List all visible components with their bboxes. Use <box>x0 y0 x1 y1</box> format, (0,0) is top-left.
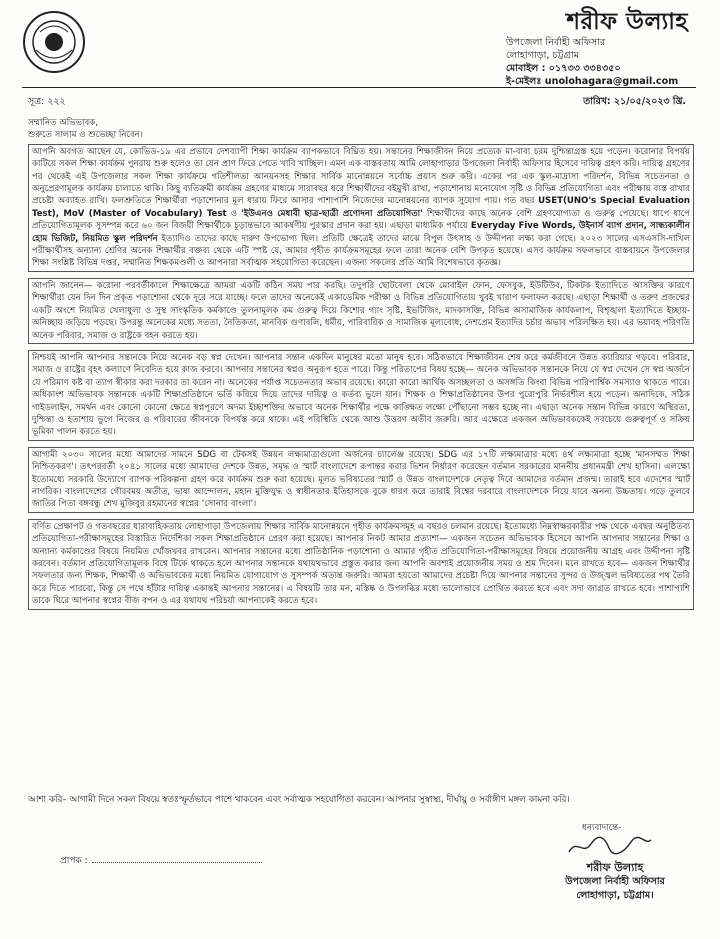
paragraph-1-text-a: আপনি অবগত আছেন যে, কোভিড-১৯ এর প্রভাবে দেশব্যাপী শিক্ষা কার্যক্রম ব্যাপকভাবে বিঘ্নিত হয়। সন্তানের শিক্ষাজীবন নিয়ে প্রত্যেক মা-বাবা চরম দুশ্চিন্তাগ্রস্ত হয়ে পড়েন। করোনার বিপর্যয় কাটিয়ে সকল শিক্ষা কার্যক্রম পুনরায় শুরু হলেও তা যেন প্রাণ ফিরে পেতে খাবি খাচ্ছিল। এমন এক বাস্তবতায় আমি লোহাগাড়ার উপজেলা নির্বাহী অফিসার হিসেবে দায়িত্ব গ্রহণ করি। দায়িত্ব গ্রহণের পর থেকেই এই উপজেলার সকল শিক্ষা কার্যক্রমে গতিশীলতা আনয়নসহ শিক্ষার সার্বিক মানোন্নয়নে সর্বোচ্চ প্রয়াস শুরু করি। একের পর এক স্কুল-মাদ্রাসা পরিদর্শন, বিভিন্ন সচেতনতা ও অনুপ্রেরণামূলক কার্যক্রম চালাতে থাকি। কিছু ব্যতিক্রমী কার্যক্রম গ্রহণের মাধ্যমে সারাবছর ধরে শিক্ষার্থীদের বইমুখী রাখা, পড়াশোনায় মনোযোগ সৃষ্টি ও বিভিন্ন প্রতিযোগিতা এবং পরীক্ষায় ব্যস্ত রাখার প্রচেষ্টা অব্যাহত রাখি। ফলশ্রুতিতে শিক্ষার্থীরা পড়াশোনার মূল ধারায় ফিরে আসার পাশাপাশি নিজেদের মানোন্নয়নের ব্যাপক সুযোগ পায়। গত বছর <box>32 146 690 207</box>
officer-name: শরীফ উল্যাহ <box>566 8 688 35</box>
paragraph-1-text-c: শিক্ষার্থীদের কাছে অনেক বেশি গ্রহণযোগ্যতা ও গুরুত্ব পেয়েছে। ধাপে ধাপে প্রতিযোগিতামূলক সুসম্পন্ন করে ৬০ জন বিজয়ী শিক্ষার্থীকে চূড়ান্তভাবে আকর্ষণীয় পুরস্কার প্রদান করা হয়। এছাড়া মাধ্যমিক পর্যায়ে <box>32 208 691 232</box>
header-divider <box>22 87 696 88</box>
officer-place: লোহাগাড়া, চট্টগ্রাম <box>506 50 579 61</box>
recipient-blank <box>92 853 262 863</box>
paragraph-1-highlight-3: Everyday Five Words, উইনার্স ব্যাগ প্রদান, সান্ধ্যকালীন হোম ভিজিট, নিয়মিত স্কুল পরিদর্শন <box>32 221 690 244</box>
closing-line: আশা করি– আগামী দিনে সকল বিষয়ে স্বতঃস্ফূর্তভাবে পাশে থাকবেন এবং সর্বাত্মক সহযোগিতা করবেন। আপনার সুস্বাস্থ্য, দীর্ঘায়ু ও সর্বাঙ্গীণ মঙ্গল কামনা করি। <box>28 795 570 805</box>
signer-name: শরীফ উল্যাহ <box>586 861 644 874</box>
officer-phone: মোবাইল : ০১৭৩৩ ৩৩৪৩৫০ <box>506 63 621 74</box>
letter-body <box>28 117 694 616</box>
paragraph-1-text-d: ইত্যাদিও তাদের কাছে দারুণ উপভোগ্য ছিল। প্রতিটি ক্ষেত্রেই তাদের মাঝে বিপুল উৎসাহ ও উদ্দীপনা লক্ষ্য করা গেছে। ২০২৩ সালের এসএসসি-দাখিল পরীক্ষার্থীসহ অন্যান্য শ্রেণির অনেক শিক্ষার্থীর বক্তব্য থেকে এটি স্পষ্ট যে, আমার গৃহীত কার্যক্রমসমূহের ফলে তারা অনেক বেশি উপকৃত হয়েছে। এসব কার্যক্রম সফলভাবে বাস্তবায়নে উপজেলার শিক্ষা সংশ্লিষ্ট বিভিন্ন দপ্তর, সম্মানিত শিক্ষকমণ্ডলী ও আপনারা সর্বাত্মক সহযোগিতা করেছেন। এজন্য সকলের প্রতি আমি বিশেষভাবে কৃতজ্ঞ। <box>32 233 690 269</box>
letterhead <box>478 8 688 88</box>
paragraph-1-highlight-2: 'ইউএনও মেধাবী ছাত্র-ছাত্রী প্রণোদনা প্রতিযোগিতা' <box>241 208 423 219</box>
paragraph-1-text-b: ও <box>226 208 242 219</box>
signature-icon <box>565 834 655 858</box>
paragraph-1-highlight-1: USET(UNO's Special Evaluation Test), MoV (Master of Vocabulary) Test <box>32 196 691 219</box>
signature-block <box>540 861 690 903</box>
officer-title: উপজেলা নির্বাহী অফিসার <box>506 37 606 48</box>
paragraph-1 <box>28 144 694 272</box>
signer-place: লোহাগাড়া, চট্টগ্রাম। <box>576 890 654 901</box>
paragraph-4: আগামী ২০৩০ সালের মধ্যে আমাদের সামনে SDG বা টেকসই উন্নয়ন লক্ষ্যমাত্রাগুলো অর্জনের চ্যালেঞ্জ রয়েছে। SDG এর ১৭টি লক্ষ্যমাত্রার মধ্যে ৪র্থ লক্ষ্যমাত্রা হচ্ছে 'মানসম্মত শিক্ষা নিশ্চিতকরণ'। তৎপরবর্তী ২০৪১ সালের মধ্যে আমাদের দেশকে উন্নত, সমৃদ্ধ ও স্মার্ট বাংলাদেশে রূপান্তর করার ভিশন নির্ধারণ করেছেন বর্তমান সরকারের মাননীয় প্রধানমন্ত্রী শেখ হাসিনা। এলক্ষ্যে ইতোমধ্যে সরকারি উদ্যোগে ব্যাপক পরিকল্পনা গ্রহণ করে কার্যক্রম শুরু করা হয়েছে। মূলত ভবিষ্যতের স্মার্ট ও উন্নত বাংলাদেশকে নেতৃত্ব দিবে আমাদের বর্তমান প্রজন্ম। তারাই হবে এদেশের স্মার্ট নাগরিক। বাংলাদেশের গৌরবময় অতীত, ভাষা আন্দোলন, মহান মুক্তিযুদ্ধ ও স্বাধীনতার ইতিহাসকে বুকে ধারণ করে তারাই বিশ্বের দরবারে বাংলাদেশকে নিয়ে যাবে অনন্য উচ্চতায়। গড়ে তুলবে জাতির পিতা বঙ্গবন্ধু শেখ মুজিবুর রহমানের স্বপ্নের 'সোনার বাংলা'। <box>28 447 694 513</box>
letter-date: তারিখ: ২১/০৫/২০২৩ খ্রি. <box>583 96 686 107</box>
signer-title: উপজেলা নির্বাহী অফিসার <box>565 876 665 887</box>
paragraph-3: নিশ্চয়ই আপনি আপনার সন্তানকে নিয়ে অনেক বড় স্বপ্ন দেখেন। আপনার সন্তান একদিন মানুষের মতো মানুষ হবে। সঠিকভাবে শিক্ষাজীবন শেষ করে কর্মজীবনে উন্নত ক্যারিয়ার গড়বে। পরিবার, সমাজ ও রাষ্ট্রের বৃহৎ কল্যাণে নিবেদিত হয়ে কাজ করবে। আপনার সন্তানের স্বপ্নও অনুরূপ হতে পারে। কিন্তু পরিতাপের বিষয় হচ্ছে— অনেক অভিভাবক সন্তানকে নিয়ে যে স্বপ্ন দেখেন সে স্বপ্ন অর্জনে যে পরিমাণ কষ্ট বা ত্যাগ স্বীকার করা দরকার তা করেন না। অনেকের পর্যাপ্ত সচেতনতার অভাব রয়েছে। কারো কারো আর্থিক অসচ্ছলতা ও অসঙ্গতি কিংবা বিভিন্ন পারিপার্শ্বিক সমস্যাও থাকতে পারে। অধিকাংশ অভিভাবক সন্তানকে একটি শিক্ষাপ্রতিষ্ঠানে ভর্তি করিয়ে দিয়ে তাদের দায়িত্ব ও কর্তব্য ভুলে যান। শিক্ষক ও শিক্ষাপ্রতিষ্ঠানের উপর পুরোপুরি নির্ভরশীল হয়ে পড়েন। অনাদিকে, সঠিক গাইডলাইন, সমর্থন এবং কোনো কোনো ক্ষেত্রে স্বপ্নপূরণে অদম্য ইচ্ছাশক্তির অভাবে অনেক শিক্ষার্থীর পক্ষে কাঙ্ক্ষিত লক্ষ্যে পৌঁছানো সম্ভব হচ্ছে না। এছাড়া অনেক সন্তান বিভিন্ন কারণে অস্থিরতা, দুশ্চিন্তা ও হতাশায় ভুগে নিজের ও পরিবারের জীবনকে বিপর্যস্ত করে থাকে। এই পরিস্থিতি থেকে আশু উত্তরণ অতীব জরুরি। আর এক্ষেত্রে একজন অভিভাবককেই সবচেয়ে গুরুত্বপূর্ণ ও সক্রিয় ভূমিকা পালন করতে হয়। <box>28 350 694 441</box>
salutation: সম্মানিত অভিভাবক, <box>28 118 99 128</box>
thanks-line: ধন্যবাদান্তে- <box>582 823 622 833</box>
government-seal-icon <box>22 10 86 74</box>
memo-reference: সূত্র: ২২২ <box>28 96 66 107</box>
paragraph-5: বর্ণিত প্রেক্ষাপট ও গতবছরের ধারাবাহিকতায় লোহাগাড়া উপজেলায় শিক্ষার সার্বিক মানোন্নয়নে গৃহীত কার্যক্রমসমূহ এ বছরও চলমান রয়েছে। ইতোমধ্যে নিম্নস্বাক্ষরকারীর পক্ষ থেকে এবছর অনুষ্ঠিতব্য প্রতিযোগিতা-পরীক্ষাসমূহের বিস্তারিত নির্দেশিকা সকল শিক্ষাপ্রতিষ্ঠানে প্রেরণ করা হয়েছে। আপনার নিকট আমার প্রত্যাশা— একজন সচেতন অভিভাবক হিসেবে আপনি আপনার সন্তানের শিক্ষা ও অন্যান্য কর্মকাণ্ডের বিষয়ে নিয়মিত খোঁজখবর রাখবেন। আপনার সন্তানের মধ্যে প্রাতিষ্ঠানিক পড়াশোনা ও আমার গৃহীত প্রতিযোগিতা-পরীক্ষাসমূহের বিষয়ে প্রয়োজনীয় আগ্রহ এবং উদ্দীপনা সৃষ্টি করবেন। বর্তমান প্রতিযোগিতামূলক বিশ্বে টিকে থাকতে হলে আপনার সন্তানকে যথাযথভাবে প্রস্তুত করার জন্য আপনি অবশ্যই প্রয়োজনীয় সময় ও শ্রম দিবেন। মনে রাখতে হবে— একজন শিক্ষার্থীর সফলতার জন্য শিক্ষক, শিক্ষার্থী ও অভিভাবকের মধ্যে নিয়মিত যোগাযোগ ও সুসম্পর্ক অত্যন্ত জরুরি। আমরা হয়তো আমাদের প্রচেষ্টা দিয়ে আপনার সন্তানের সুন্দর ও উজ্জ্বল ভবিষ্যতের পথ তৈরি করে দিতে পারবো, কিন্তু সে পথে হাঁটার দায়িত্ব একান্তই আপনার সন্তানের। এ বিষয়টি তার মন, মস্তিষ্ক ও উপলব্ধির মধ্যে ভালোভাবে প্রোথিত করতে হবে এবং সদা জাগ্রত রাখতে হবে। পাশাপাশি তাকে ঘিরে আপনার স্বপ্নের বীজ বপন ও এর যথাযথ পরিচর্যা আপনাকেই করতে হবে। <box>28 519 694 610</box>
recipient-label: প্রাপক : <box>60 856 88 866</box>
greeting: শুরুতে সালাম ও শুভেচ্ছা নিবেন। <box>28 130 143 141</box>
officer-email: ই-মেইলঃ unolohagara@gmail.com <box>506 76 679 87</box>
recipient-field <box>60 853 262 868</box>
paragraph-2: আপনি জানেন— করোনা পরবর্তীকালে শিক্ষাক্ষেত্রে আমরা একটি কঠিন সময় পার করছি। তদুপরি ছোটবেলা থেকে মোবাইল ফোন, ফেসবুক, ইউটিউব, টিকটক ইত্যাদিতে আসক্তির কারণে শিক্ষার্থীরা যেন দিন দিন প্রকৃত পড়াশোনা থেকে দূরে সরে যাচ্ছে। ফলে তাদের অনেকেই একাডেমিক পরীক্ষা ও বিভিন্ন প্রতিযোগিতায় খুবই খারাপ ফলাফল করছে। এছাড়া শিক্ষার্থী ও তরুণ প্রজন্মের একটি অংশে নিয়মিত খেলাধুলা ও সুস্থ সাংস্কৃতিক কর্মকাণ্ডে তুলনামূলক কম গুরুত্ব দিয়ে কিশোর গ্যাং সৃষ্টি, ইভটিজিং, মাদকাসক্তি, বিভিন্ন অসামাজিক কার্যকলাপ, বিশৃঙ্খলা ইত্যাদিতে ইচ্ছায়-অনিচ্ছায় জড়িয়ে পড়ছে। উপরন্তু অনেকের মধ্যে সততা, নৈতিকতা, মানবিক গুণাবলি, ধর্মীয়, পারিবারিক ও সামাজিক মূল্যবোধ, দেশপ্রেম ইত্যাদির চর্চার অভাব পরিলক্ষিত হয়। এর ভয়াবহ পরিণতি অনেক পরিবার, সমাজ ও রাষ্ট্রকে বহন করতে হয়। <box>28 278 694 344</box>
